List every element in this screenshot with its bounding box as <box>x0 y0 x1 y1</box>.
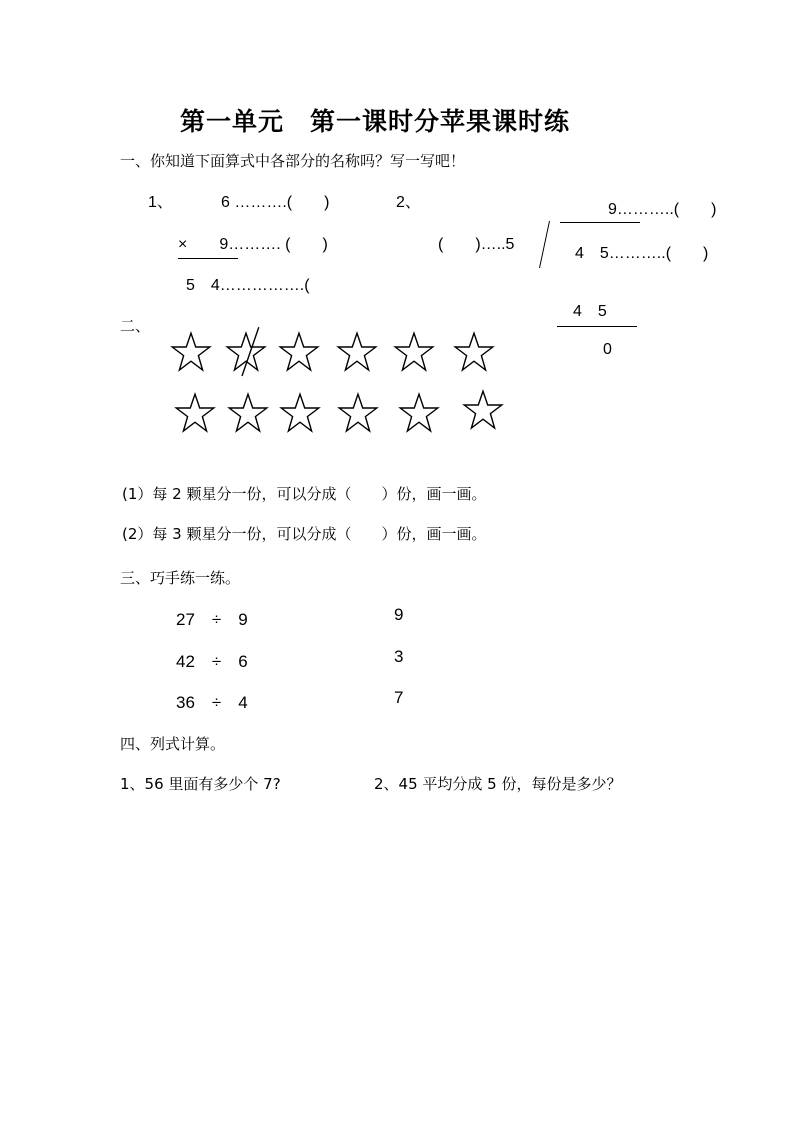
q2-label: 2、 <box>396 194 421 211</box>
q1-multiplicand: 6 ……….( ) <box>221 194 330 211</box>
section4-question1: 1、56 里面有多少个 7? <box>120 775 281 793</box>
q1-label: 1、 <box>148 194 173 211</box>
section1-heading: 一、你知道下面算式中各部分的名称吗？写一写吧！ <box>120 152 466 170</box>
star-icon <box>228 393 268 433</box>
q2-dividend: 4 5………..( ) <box>575 245 709 262</box>
q1-multiplier: × 9………. ( ) <box>178 236 328 253</box>
star-icon <box>279 332 319 372</box>
section3-heading: 三、巧手练一练。 <box>120 569 241 587</box>
q1-product: 5 4…………….( <box>186 277 310 294</box>
star-icon <box>171 332 211 372</box>
q2-product: 4 5 <box>573 303 607 320</box>
q2-remainder: 0 <box>603 341 612 358</box>
match-left-3: 36 ÷ 4 <box>176 693 248 712</box>
match-left-1: 27 ÷ 9 <box>176 610 248 629</box>
match-right-2: 3 <box>394 647 404 666</box>
q2-quotient: 9………..( ) <box>608 201 717 218</box>
star-icon <box>463 390 503 430</box>
match-right-1: 9 <box>394 605 404 624</box>
star-icon <box>175 393 215 433</box>
match-left-2: 42 ÷ 6 <box>176 652 248 671</box>
section4-question2: 2、45 平均分成 5 份，每份是多少？ <box>374 775 622 793</box>
section4-heading: 四、列式计算。 <box>120 735 226 753</box>
division-bracket <box>539 221 550 268</box>
star-icon <box>280 393 320 433</box>
division-subtract-line <box>557 326 637 327</box>
page-title: 第一单元 第一课时分苹果课时练 <box>180 107 571 136</box>
star-icon <box>399 393 439 433</box>
section2-question2: (2）每 3 颗星分一份，可以分成（ ）份，画一画。 <box>122 525 487 543</box>
q1-underline <box>178 258 238 259</box>
section2-question1: (1）每 2 颗星分一份，可以分成（ ）份，画一画。 <box>122 485 487 503</box>
q2-divisor: ( )…..5 <box>438 236 515 253</box>
match-right-3: 7 <box>394 688 404 707</box>
division-top-line <box>560 222 640 223</box>
star-icon <box>338 393 378 433</box>
star-icon <box>226 332 266 372</box>
star-icon <box>337 332 377 372</box>
star-icon <box>454 332 494 372</box>
star-icon <box>394 332 434 372</box>
section2-heading: 二、 <box>120 317 151 335</box>
